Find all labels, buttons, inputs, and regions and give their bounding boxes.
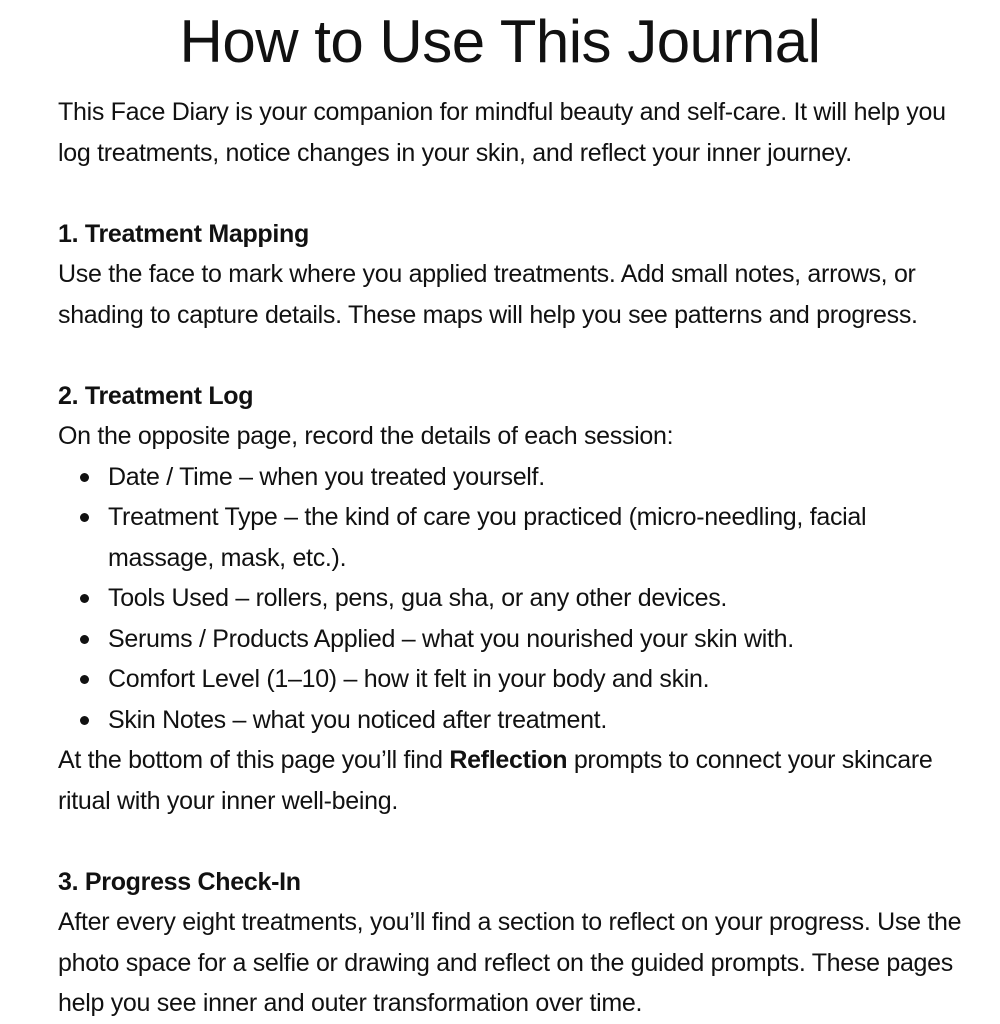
section-body: Use the face to mark where you applied treatments. Add small notes, arrows, or shading to capture details. These maps will help you see patterns and progress. — [58, 260, 918, 329]
bullet-icon — [80, 513, 89, 522]
list-item-text: Tools Used – rollers, pens, gua sha, or any other devices. — [108, 584, 728, 612]
list-item-text: Serums / Products Applied – what you nourished your skin with. — [108, 624, 794, 653]
list-item — [108, 497, 978, 578]
reflection-note — [58, 740, 978, 821]
list-item — [108, 619, 978, 660]
section-heading: 1. Treatment Mapping — [58, 219, 309, 248]
section-progress-check-in — [58, 862, 978, 1024]
list-item — [108, 578, 978, 619]
section-body: On the opposite page, record the details of each session: — [58, 422, 674, 450]
list-item — [108, 457, 978, 498]
reflection-note-lead: At the bottom of this page you’ll find — [58, 746, 450, 774]
list-item-text: Date / Time – when you treated yourself. — [108, 462, 545, 491]
spacer — [58, 173, 978, 214]
section-treatment-mapping — [58, 214, 978, 336]
spacer — [58, 821, 978, 862]
list-item-text: Treatment Type – the kind of care you practiced (micro-needling, facial massage, mask, etc.). — [108, 503, 867, 572]
page-content — [58, 92, 978, 1024]
list-item-text: Skin Notes – what you noticed after treatment. — [108, 705, 607, 734]
reflection-keyword: Reflection — [449, 746, 568, 774]
list-item-text: Comfort Level (1–10) – how it felt in your body and skin. — [108, 665, 710, 693]
reflection-note-tail: prompts to connect your skincare ritual with your inner well-being. — [58, 746, 933, 815]
bullet-icon — [80, 594, 89, 603]
intro-paragraph: This Face Diary is your companion for mindful beauty and self-care. It will help you log treatments, notice changes in your skin, and reflect your inner journey. — [58, 98, 946, 167]
list-item — [108, 659, 978, 700]
section-treatment-log — [58, 376, 978, 822]
treatment-log-list — [58, 457, 978, 741]
section-heading: 3. Progress Check-In — [58, 867, 301, 896]
section-heading: 2. Treatment Log — [58, 381, 254, 410]
bullet-icon — [80, 473, 89, 482]
bullet-icon — [80, 635, 89, 644]
bullet-icon — [80, 675, 89, 684]
bullet-icon — [80, 716, 89, 725]
list-item — [108, 700, 978, 741]
page-title: How to Use This Journal — [179, 8, 821, 75]
spacer — [58, 335, 978, 376]
section-body: After every eight treatments, you’ll find a section to reflect on your progress. Use the photo space for a selfie or drawing and reflect on the guided prompts. These pages help you see inner and outer transformation over time. — [58, 908, 962, 1017]
